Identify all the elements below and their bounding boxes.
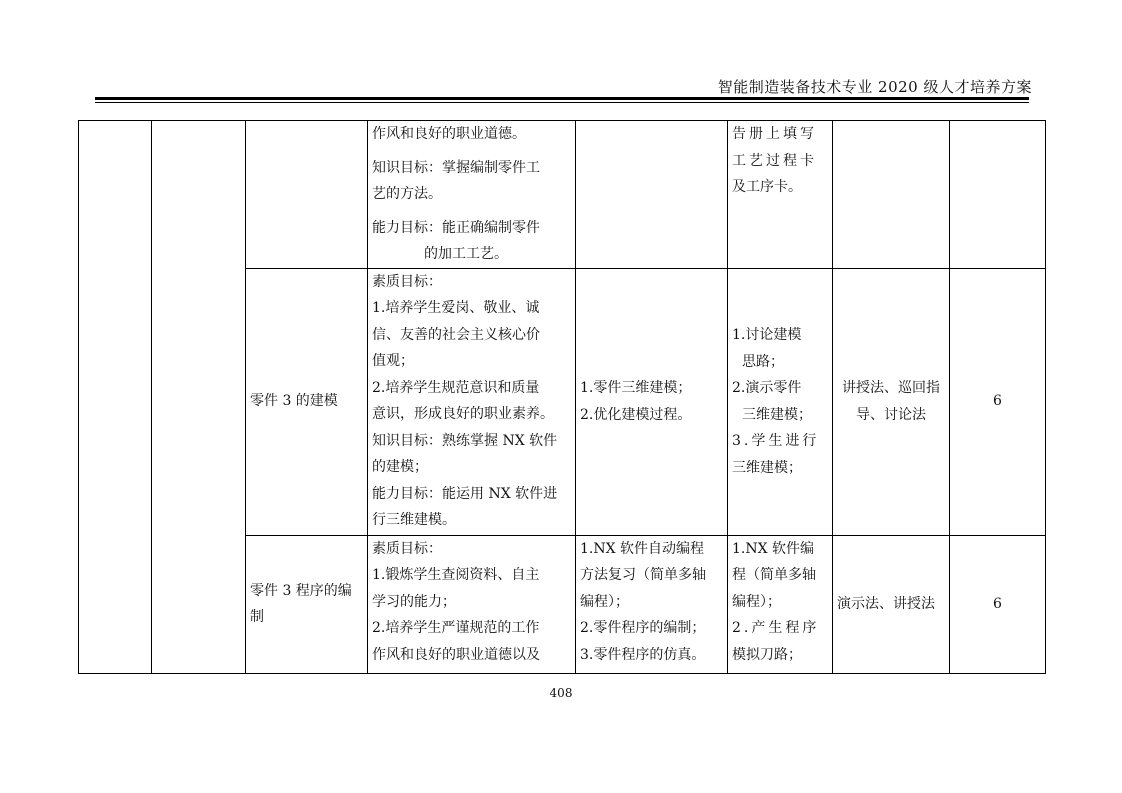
course-plan-table: [78, 120, 1046, 674]
content-line: 方法复习（简单多轴: [580, 567, 706, 583]
content-cell: [576, 535, 728, 673]
objective-line: 知识目标：熟练掌握 NX 软件: [372, 432, 558, 449]
objective-line: 学习的能力；: [372, 593, 456, 610]
table-row: [79, 121, 1046, 269]
activity-line: 2.产生程序: [732, 620, 820, 636]
content-line: 1.零件三维建模；: [580, 380, 692, 396]
activity-line: 编程）；: [732, 593, 781, 610]
activities-cell: [728, 268, 833, 535]
activity-line: 1.讨论建模: [732, 327, 802, 343]
content-line: 2.零件程序的编制；: [580, 620, 706, 636]
topic-cell: [246, 121, 368, 269]
objective-line: 的加工工艺。: [424, 246, 508, 262]
hours-cell: [950, 121, 1046, 269]
objectives-cell: [368, 121, 576, 269]
activity-line: 3.学生进行: [732, 433, 820, 449]
objective-line: 知识目标：掌握编制零件工: [372, 159, 540, 176]
module-cell: [79, 121, 152, 674]
document-header-title: 智能制造装备技术专业 2020 级人才培养方案: [717, 78, 1032, 96]
objective-line: 素质目标：: [372, 540, 442, 557]
objective-line: 能力目标：能正确编制零件: [372, 219, 540, 236]
objective-line: 素质目标：: [372, 273, 442, 290]
activity-line: 三维建模；: [732, 459, 802, 476]
objective-line: 能力目标：能运用 NX 软件进: [372, 485, 558, 502]
hours-cell: 6: [950, 535, 1046, 673]
topic-cell: 零件 3 的建模: [246, 268, 368, 535]
objective-line: 的建模；: [372, 459, 428, 475]
objective-line: 1.培养学生爱岗、敬业、诚: [372, 300, 540, 316]
activity-line: 1.NX 软件编: [732, 540, 815, 557]
header-rule-thick: [95, 97, 1029, 100]
content-line: 编程）；: [580, 593, 629, 610]
content-cell: [576, 121, 728, 269]
objectives-cell: [368, 535, 576, 673]
project-cell: [152, 121, 246, 674]
activity-line: 告册上填写: [732, 126, 817, 142]
objectives-cell: [368, 268, 576, 535]
activity-line: 思路；: [742, 353, 784, 370]
methods-cell: [833, 268, 950, 535]
method-line: 导、讨论法: [856, 406, 926, 423]
objective-line: 意识，形成良好的职业素养。: [372, 406, 554, 422]
content-line: 3.零件程序的仿真。: [580, 646, 706, 663]
objective-line: 艺的方法。: [372, 186, 442, 202]
content-line: 1.NX 软件自动编程: [580, 540, 705, 557]
objective-line: 2.培养学生规范意识和质量: [372, 379, 540, 396]
page-number: 408: [549, 686, 573, 700]
topic-cell: [246, 535, 368, 673]
objective-line: 值观；: [372, 353, 414, 369]
objective-line: 1.锻炼学生查阅资料、自主: [372, 567, 540, 583]
activities-cell: [728, 535, 833, 673]
objective-line: 行三维建模。: [372, 512, 456, 528]
methods-cell: 演示法、讲授法: [833, 535, 950, 673]
activity-line: 模拟刀路；: [732, 646, 802, 663]
activity-line: 程（简单多轴: [732, 567, 816, 583]
objective-line: 信、友善的社会主义核心价: [372, 326, 540, 343]
topic-line: 制: [250, 609, 264, 625]
content-cell: [576, 268, 728, 535]
header-rule-thin: [95, 102, 1029, 103]
objective-line: 作风和良好的职业道德。: [372, 126, 526, 142]
method-line: 讲授法、巡回指: [842, 380, 940, 396]
objective-line: 作风和良好的职业道德以及: [372, 646, 540, 663]
activities-cell: [728, 121, 833, 269]
topic-line: 零件 3 程序的编: [250, 582, 352, 599]
methods-cell: [833, 121, 950, 269]
activity-line: 三维建模；: [742, 406, 812, 423]
content-line: 2.优化建模过程。: [580, 406, 692, 423]
hours-cell: 6: [950, 268, 1046, 535]
activity-line: 及工序卡。: [732, 179, 802, 195]
activity-line: 工艺过程卡: [732, 152, 817, 169]
objective-line: 2.培养学生严谨规范的工作: [372, 620, 540, 636]
activity-line: 2.演示零件: [732, 380, 802, 396]
